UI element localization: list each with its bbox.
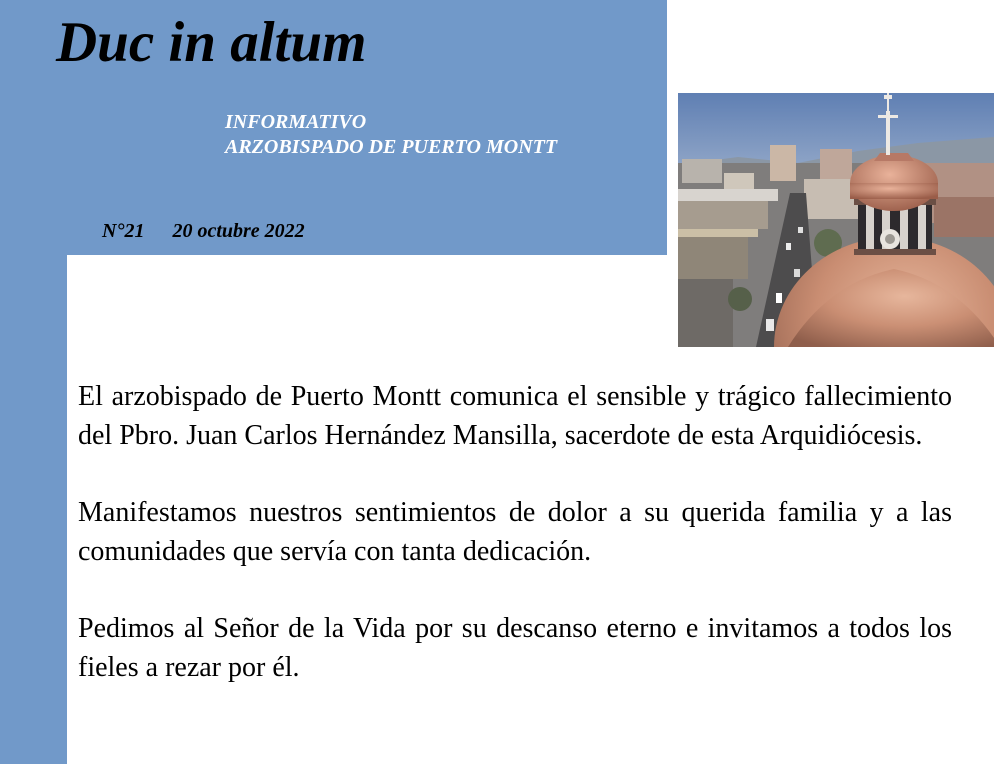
paragraph-announcement: El arzobispado de Puerto Montt comunica el sensible y trágico fallecimiento del Pbro. Juan Carlos Hernández Mansilla, sacerdote de esta Arquidiócesis. (78, 381, 952, 451)
newsletter-subtitle (225, 110, 557, 160)
paragraph-prayer: Pedimos al Señor de la Vida por su descanso eterno e invitamos a todos los fieles a rezar por él. (78, 613, 952, 683)
subtitle-line-informativo: INFORMATIVO (225, 111, 367, 133)
announcement-body (78, 378, 952, 726)
issue-info (102, 218, 305, 244)
cathedral-photo (678, 93, 994, 347)
issue-date: 20 octubre 2022 (172, 220, 305, 242)
left-margin-strip (0, 255, 67, 764)
subtitle-line-arzobispado: ARZOBISPADO DE PUERTO MONTT (225, 136, 558, 158)
issue-number: N°21 (102, 220, 145, 242)
newsletter-title: Duc in altum (56, 11, 367, 74)
paragraph-condolences: Manifestamos nuestros sentimientos de dolor a su querida familia y a las comunidades que servía con tanta dedicación. (78, 497, 952, 567)
